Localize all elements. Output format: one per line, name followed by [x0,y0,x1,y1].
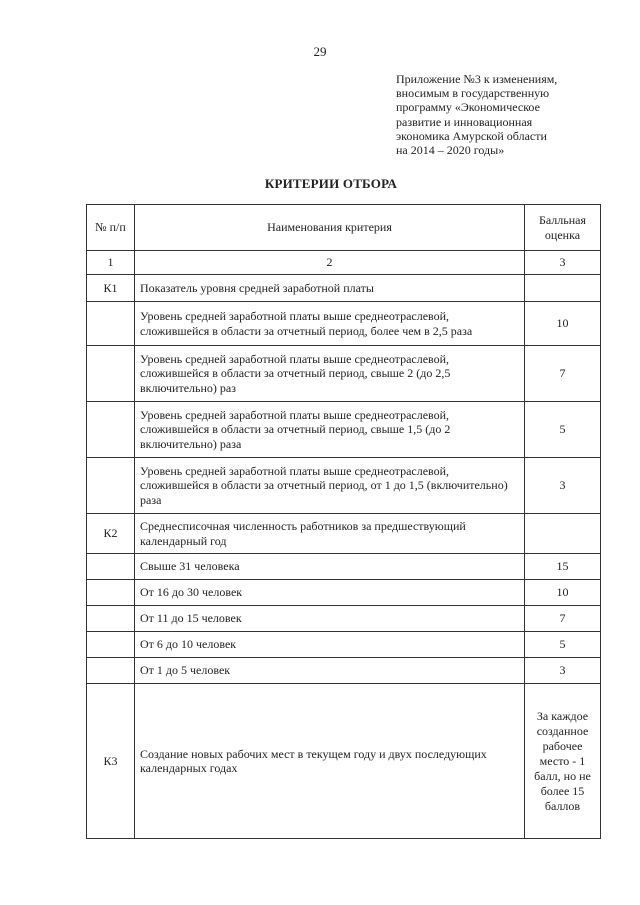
row-num [87,346,135,402]
row-name: Уровень средней заработной платы выше среднеотраслевой, сложившейся в области за отчетный период, от 1 до 1,5 (включительно) раза [135,458,525,514]
row-score: 10 [525,302,601,346]
annex-line: Приложение №3 к изменениям, [396,72,558,86]
table-row [87,580,601,606]
table-row [87,606,601,632]
row-num [87,658,135,684]
column-number: 3 [525,251,601,275]
row-name: Уровень средней заработной платы выше среднеотраслевой, сложившейся в области за отчетный период, более чем в 2,5 раза [135,302,525,346]
row-num: К1 [87,275,135,302]
document-title: КРИТЕРИИ ОТБОРА [264,176,398,191]
row-score: 7 [525,346,601,402]
row-score: 3 [525,458,601,514]
annex-line: программу «Экономическое [396,100,540,115]
row-score: 15 [525,554,601,580]
table-row [87,458,601,514]
row-score [525,275,601,302]
row-name: От 11 до 15 человек [135,606,525,632]
row-num [87,554,135,580]
column-number: 2 [135,251,525,275]
header-score: Балльная оценка [525,205,601,251]
annex-line: развитие и инновационная [396,114,533,129]
row-num [87,458,135,514]
row-name: Уровень средней заработной платы выше среднеотраслевой, сложившейся в области за отчетный период, свыше 1,5 (до 2 включительно) раза [135,402,525,458]
row-score: За каждое созданное рабочее место - 1 балл, но не более 15 баллов [525,684,601,839]
header-num: № п/п [87,205,135,251]
column-number: 1 [87,251,135,275]
row-score: 10 [525,580,601,606]
table-row [87,302,601,346]
table-row [87,346,601,402]
row-num [87,606,135,632]
row-name: Создание новых рабочих мест в текущем году и двух последующих календарных годах [135,684,525,839]
annex-note [396,72,596,157]
row-name: Среднесписочная численность работников за предшествующий календарный год [135,514,525,554]
table-row [87,275,601,302]
table-row [87,514,601,554]
row-name: Свыше 31 человека [135,554,525,580]
row-num [87,302,135,346]
row-score: 3 [525,658,601,684]
annex-line: вносимым в государственную [396,86,550,101]
row-score: 5 [525,402,601,458]
row-name: От 1 до 5 человек [135,658,525,684]
page-number: 29 [313,44,327,59]
row-num [87,402,135,458]
row-name: От 6 до 10 человек [135,632,525,658]
header-name: Наименования критерия [135,205,525,251]
annex-line: экономика Амурской области [396,128,547,143]
table-row [87,402,601,458]
table-row [87,554,601,580]
table-header-row [87,205,601,251]
row-num [87,632,135,658]
table-row [87,632,601,658]
row-num [87,580,135,606]
annex-line: на 2014 – 2020 годы» [396,143,505,158]
row-num: К3 [87,684,135,839]
row-num: К2 [87,514,135,554]
table-row [87,684,601,839]
criteria-table [86,204,601,839]
column-number-row [87,251,601,275]
row-score: 5 [525,632,601,658]
row-score [525,514,601,554]
row-name: Показатель уровня средней заработной платы [135,275,525,302]
row-name: Уровень средней заработной платы выше среднеотраслевой, сложившейся в области за отчетный период, свыше 2 (до 2,5 включительно) раз [135,346,525,402]
table-row [87,658,601,684]
row-score: 7 [525,606,601,632]
row-name: От 16 до 30 человек [135,580,525,606]
